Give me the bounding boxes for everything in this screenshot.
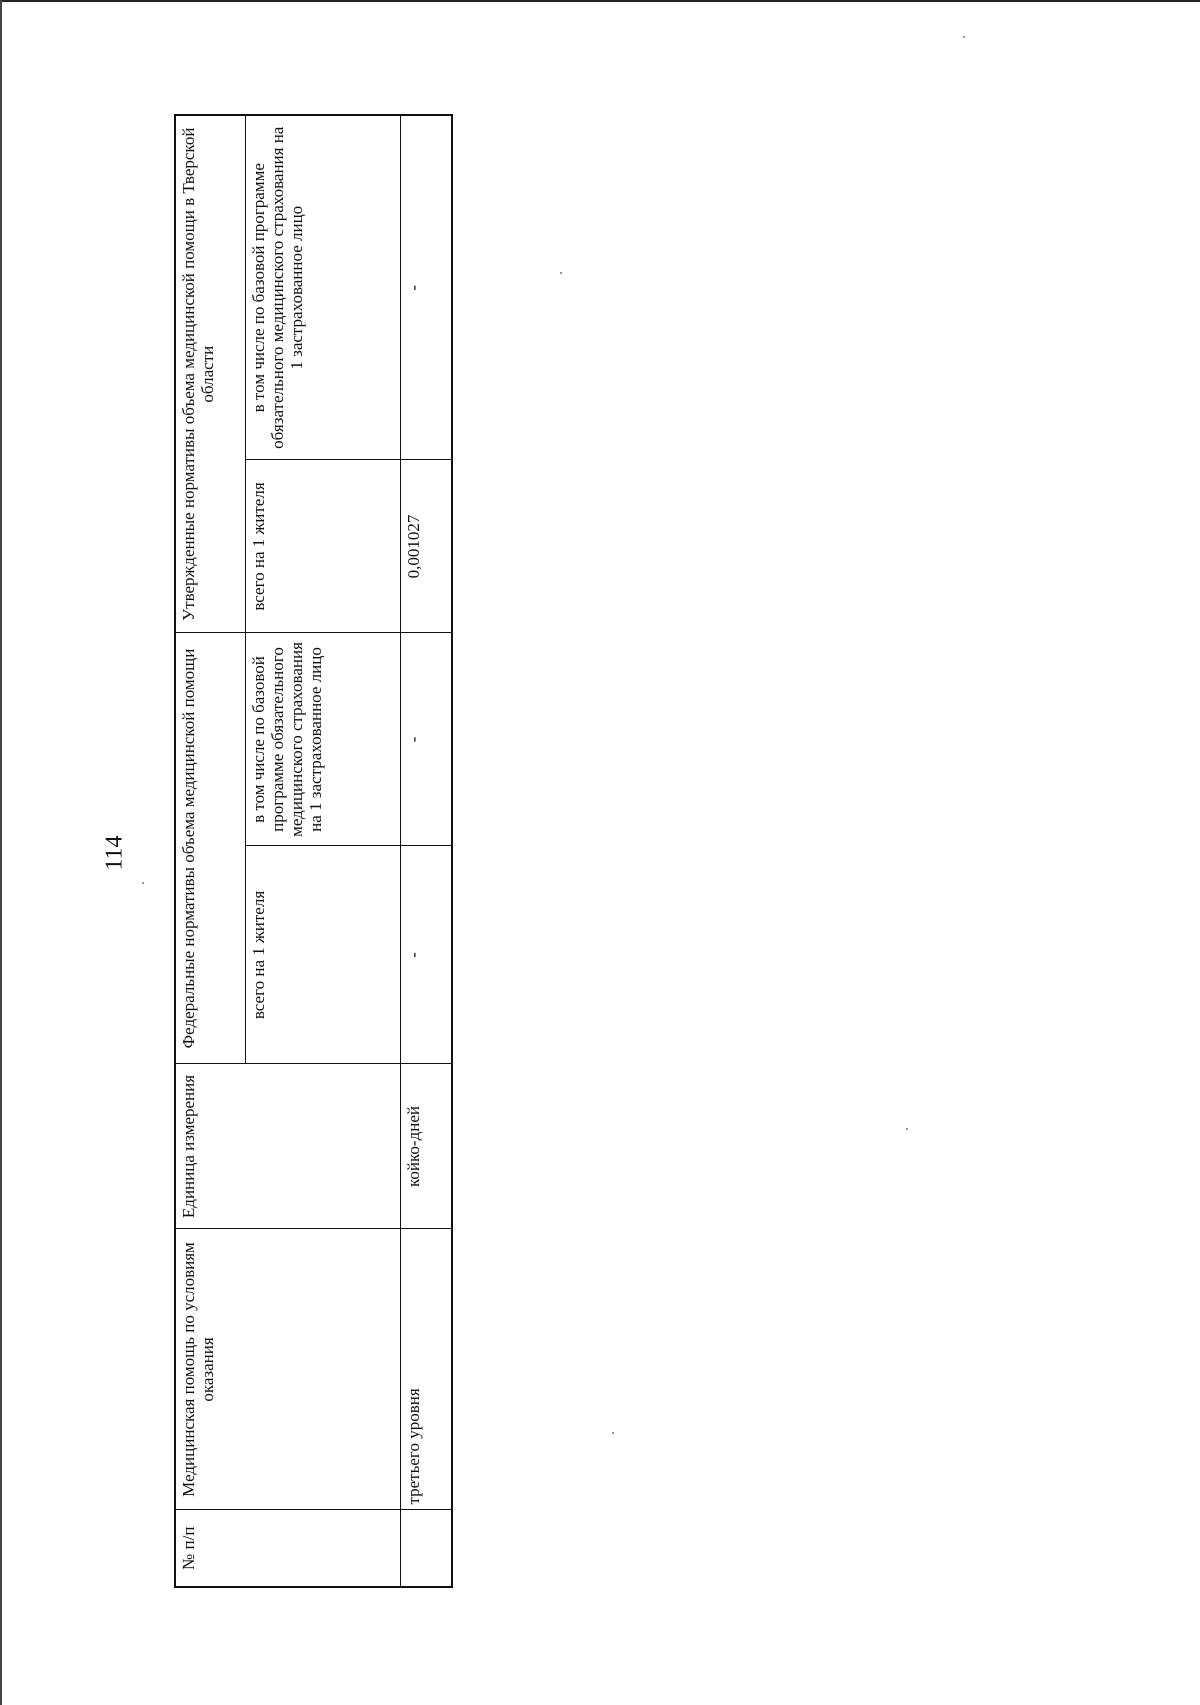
header-care: Медицинская помощь по условиям оказания — [175, 1229, 400, 1510]
header-approved-oms: в том числе по базовой программе обязательного медицинского страхования на 1 застрахованное лицо — [245, 115, 400, 460]
rotated-table-frame — [174, 116, 451, 1588]
scan-speck — [142, 882, 144, 884]
page-number: 114 — [101, 835, 128, 871]
norms-table — [174, 114, 453, 1588]
scan-speck — [906, 1128, 908, 1130]
header-unit: Единица измерения — [175, 1064, 400, 1229]
cell-num — [400, 1510, 452, 1587]
cell-approved-total: 0,001027 — [400, 460, 452, 633]
cell-unit: койко-дней — [400, 1064, 452, 1229]
scan-speck — [612, 1432, 614, 1434]
scan-speck — [963, 36, 965, 38]
cell-approved-oms: - — [400, 115, 452, 460]
header-federal-oms: в том числе по базовой программе обязательного медицинского страхования на 1 застрахованное лицо — [245, 633, 400, 846]
header-approved-group: Утвержденные нормативы объема медицинской помощи в Тверской области — [175, 115, 245, 633]
scan-border-top — [0, 0, 1200, 2]
scan-border-left — [0, 0, 2, 1705]
table-row — [400, 115, 452, 1587]
cell-federal-oms: - — [400, 633, 452, 846]
header-federal-total: всего на 1 жителя — [245, 846, 400, 1064]
cell-care: третьего уровня — [400, 1229, 452, 1510]
cell-federal-total: - — [400, 846, 452, 1064]
scan-speck — [560, 272, 562, 274]
header-approved-total: всего на 1 жителя — [245, 460, 400, 633]
header-num: № п/п — [175, 1510, 400, 1587]
header-federal-group: Федеральные нормативы объема медицинской помощи — [175, 633, 245, 1064]
